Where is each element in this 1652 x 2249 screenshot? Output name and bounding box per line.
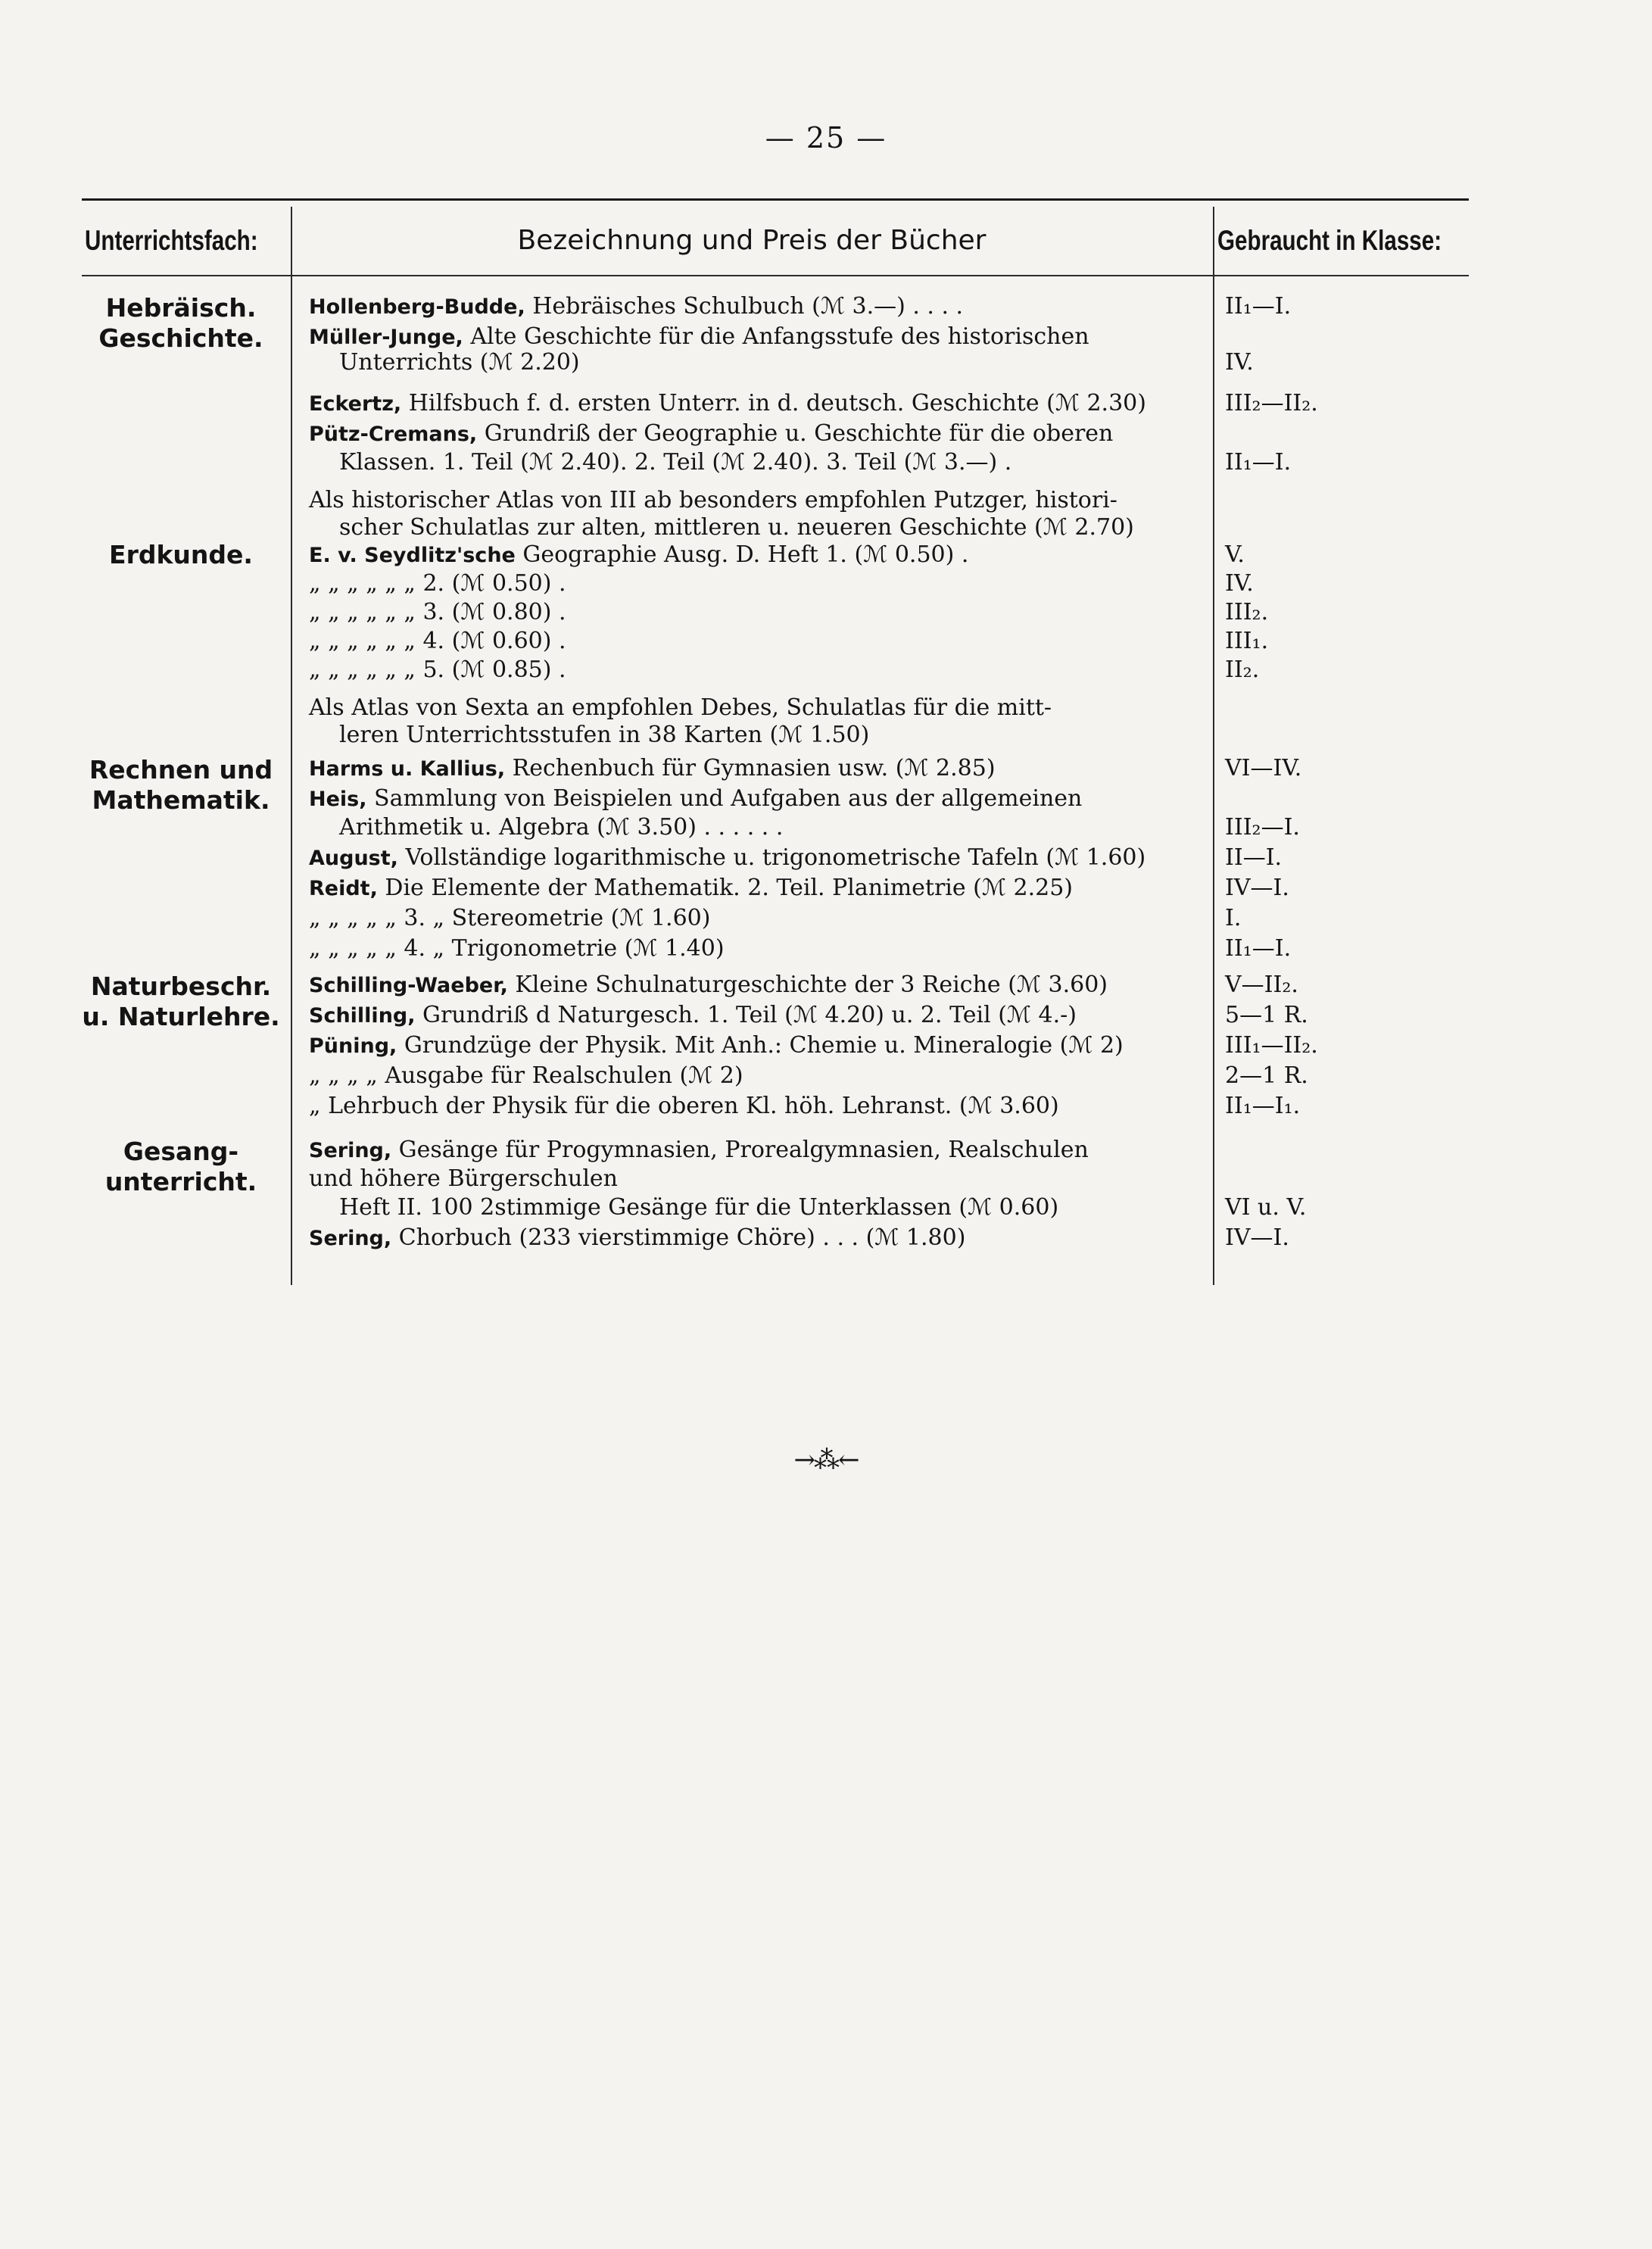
- table-row: [82, 1032, 1469, 1062]
- book-author: Pütz-Cremans,: [309, 423, 478, 446]
- table-row: [82, 1194, 1469, 1224]
- book-description: [309, 844, 1210, 871]
- header-class: Gebraucht in Klasse:: [1217, 225, 1442, 256]
- table-row: [82, 541, 1469, 572]
- subject-gesang: Gesang-: [123, 1137, 239, 1166]
- book-text: Vollständige logarithmische u. trigonometrische Tafeln (ℳ 1.60): [397, 844, 1146, 871]
- book-text: Grundriß der Geographie u. Geschichte für die oberen: [477, 420, 1114, 447]
- book-text: Chorbuch (233 vierstimmige Chöre) . . . (ℳ 1.80): [391, 1224, 966, 1251]
- book-text: leren Unterrichtsstufen in 38 Karten (ℳ 1.50): [339, 722, 870, 748]
- book-description: [309, 570, 1210, 597]
- class-range: V—II₂.: [1225, 972, 1298, 998]
- book-text: Kleine Schulnaturgeschichte der 3 Reiche (ℳ 3.60): [507, 972, 1108, 998]
- book-text: Sammlung von Beispielen und Aufgaben aus der allgemeinen: [366, 785, 1083, 812]
- book-description: [309, 694, 1210, 721]
- table-row: [82, 694, 1469, 725]
- book-description: [309, 1002, 1210, 1028]
- class-range: II—I.: [1225, 844, 1283, 871]
- table-row: [82, 1224, 1469, 1255]
- table-row: [82, 722, 1469, 752]
- table-row: [82, 814, 1469, 844]
- class-range: IV.: [1225, 570, 1254, 597]
- book-author: Müller-Junge,: [309, 326, 463, 349]
- table-row: [82, 785, 1469, 816]
- book-text: Hebräisches Schulbuch (ℳ 3.—) . . . .: [525, 293, 964, 320]
- book-text: „ „ „ „ „ „ 5. (ℳ 0.85) .: [309, 657, 566, 683]
- subject-erdkunde: Erdkunde.: [109, 540, 253, 569]
- class-range: III₂.: [1225, 599, 1269, 625]
- book-author: Schilling-Waeber,: [309, 974, 508, 997]
- book-text: Heft II. 100 2stimmige Gesänge für die Unterklassen (ℳ 0.60): [339, 1194, 1059, 1221]
- book-text: „ Lehrbuch der Physik für die oberen Kl. höh. Lehranst. (ℳ 3.60): [309, 1093, 1059, 1119]
- table-row: [82, 449, 1469, 479]
- book-description: [309, 1093, 1210, 1119]
- book-description: [309, 1062, 1210, 1089]
- class-range: II₂.: [1225, 657, 1260, 683]
- book-text: Hilfsbuch f. d. ersten Unterr. in d. deutsch. Geschichte (ℳ 2.30): [401, 390, 1146, 416]
- book-description: [309, 972, 1210, 998]
- class-range: II₁—I.: [1225, 449, 1292, 476]
- book-description: [309, 390, 1210, 416]
- subject-naturlehre: u. Naturlehre.: [82, 1002, 280, 1031]
- class-range: I.: [1225, 905, 1242, 931]
- ornament-divider: →⁂←: [793, 1445, 859, 1475]
- table-header: [82, 214, 1469, 276]
- book-description: [309, 755, 1210, 781]
- book-text: „ „ „ „ Ausgabe für Realschulen (ℳ 2): [309, 1062, 743, 1089]
- class-range: 5—1 R.: [1225, 1002, 1308, 1028]
- book-author: Püning,: [309, 1034, 397, 1058]
- book-description: [309, 1137, 1210, 1163]
- table-row: [82, 1137, 1469, 1167]
- table-row: [82, 293, 1469, 323]
- page-number: — 25 —: [765, 121, 887, 154]
- class-range: V.: [1225, 541, 1245, 568]
- book-author: Sering,: [309, 1227, 392, 1250]
- class-range: III₁.: [1225, 628, 1269, 654]
- table-row: [82, 1062, 1469, 1093]
- book-text: Unterrichts (ℳ 2.20): [339, 349, 580, 376]
- book-description: [309, 875, 1210, 901]
- class-range: VI—IV.: [1225, 755, 1302, 781]
- class-range: II₁—I.: [1225, 293, 1292, 320]
- table-row: [82, 875, 1469, 905]
- book-text: Gesänge für Progymnasien, Prorealgymnasien, Realschulen: [391, 1137, 1089, 1163]
- book-text: „ „ „ „ „ „ 2. (ℳ 0.50) .: [309, 570, 566, 597]
- book-description: [309, 487, 1210, 513]
- table-row: [82, 935, 1469, 965]
- book-text: Grundzüge der Physik. Mit Anh.: Chemie u. Mineralogie (ℳ 2): [397, 1032, 1124, 1059]
- book-description: [339, 349, 1240, 376]
- book-description: [309, 1165, 1210, 1192]
- book-description: [309, 293, 1210, 320]
- book-author: Harms u. Kallius,: [309, 757, 506, 781]
- book-text: „ „ „ „ „ „ 4. (ℳ 0.60) .: [309, 628, 566, 654]
- table-row: [82, 420, 1469, 451]
- book-text: scher Schulatlas zur alten, mittleren u. neueren Geschichte (ℳ 2.70): [339, 514, 1134, 541]
- class-range: II₁—I.: [1225, 935, 1292, 962]
- table-row: [82, 390, 1469, 420]
- header-subject: Unterrichtsfach:: [85, 225, 258, 256]
- book-description: [309, 599, 1210, 625]
- book-text: Rechenbuch für Gymnasien usw. (ℳ 2.85): [505, 755, 996, 781]
- book-table: [82, 198, 1469, 1251]
- subject-hebraeisch: Hebräisch.: [105, 293, 257, 323]
- book-description: [339, 1194, 1240, 1221]
- table-row: [82, 1165, 1469, 1196]
- book-description: [309, 657, 1210, 683]
- book-text: Alte Geschichte für die Anfangsstufe des historischen: [463, 323, 1089, 350]
- book-description: [339, 514, 1240, 541]
- book-author: Heis,: [309, 788, 367, 811]
- book-text: Grundriß d Naturgesch. 1. Teil (ℳ 4.20) u. 2. Teil (ℳ 4.-): [415, 1002, 1077, 1028]
- class-range: VI u. V.: [1225, 1194, 1307, 1221]
- table-row: [82, 1002, 1469, 1032]
- book-description: [309, 785, 1210, 812]
- table-row: [82, 599, 1469, 629]
- book-description: [339, 814, 1240, 841]
- table-row: [82, 1093, 1469, 1123]
- class-range: IV—I.: [1225, 1224, 1289, 1251]
- book-text: Geographie Ausg. D. Heft 1. (ℳ 0.50) .: [515, 541, 969, 568]
- book-author: Schilling,: [309, 1004, 416, 1028]
- book-text: und höhere Bürgerschulen: [309, 1165, 618, 1192]
- book-text: Arithmetik u. Algebra (ℳ 3.50) . . . . . .: [339, 814, 784, 841]
- book-description: [309, 1032, 1210, 1059]
- table-row: [82, 487, 1469, 517]
- book-description: [309, 935, 1210, 962]
- book-text: Die Elemente der Mathematik. 2. Teil. Planimetrie (ℳ 2.25): [377, 875, 1073, 901]
- table-row: [82, 844, 1469, 875]
- class-range: II₁—I₁.: [1225, 1093, 1301, 1119]
- subject-unterricht: unterricht.: [104, 1167, 257, 1196]
- book-description: [309, 323, 1210, 350]
- book-author: Hollenberg-Budde,: [309, 295, 525, 319]
- book-author: Eckertz,: [309, 392, 402, 416]
- book-author: E. v. Seydlitz'sche: [309, 544, 516, 567]
- table-row: [82, 514, 1469, 544]
- book-description: [339, 449, 1240, 476]
- book-text: „ „ „ „ „ „ 3. (ℳ 0.80) .: [309, 599, 566, 625]
- class-range: III₂—I.: [1225, 814, 1300, 841]
- class-range: IV—I.: [1225, 875, 1289, 901]
- book-text: „ „ „ „ „ 4. „ Trigonometrie (ℳ 1.40): [309, 935, 725, 962]
- table-row: [82, 349, 1469, 379]
- book-author: Reidt,: [309, 877, 378, 900]
- table-row: [82, 657, 1469, 687]
- subject-naturbeschreibung: Naturbeschr.: [90, 972, 272, 1001]
- book-description: [309, 420, 1210, 447]
- book-description: [309, 541, 1210, 568]
- table-row: [82, 570, 1469, 600]
- book-author: August,: [309, 847, 398, 870]
- header-description: Bezeichnung und Preis der Bücher: [517, 225, 987, 256]
- table-row: [82, 628, 1469, 658]
- book-description: [309, 628, 1210, 654]
- table-row: [82, 972, 1469, 1002]
- class-range: III₂—II₂.: [1225, 390, 1318, 416]
- subject-rechnen: Rechnen und: [89, 755, 273, 784]
- book-description: [309, 905, 1210, 931]
- book-author: Sering,: [309, 1139, 392, 1162]
- subject-mathematik: Mathematik.: [92, 785, 270, 815]
- class-range: 2—1 R.: [1225, 1062, 1308, 1089]
- table-row: [82, 755, 1469, 785]
- table-row: [82, 905, 1469, 935]
- book-text: Als Atlas von Sexta an empfohlen Debes, Schulatlas für die mitt-: [309, 694, 1052, 721]
- book-text: „ „ „ „ „ 3. „ Stereometrie (ℳ 1.60): [309, 905, 711, 931]
- subject-geschichte: Geschichte.: [98, 323, 263, 353]
- book-text: Als historischer Atlas von III ab besonders empfohlen Putzger, histori-: [309, 487, 1117, 513]
- class-range: IV.: [1225, 349, 1254, 376]
- book-description: [309, 1224, 1210, 1251]
- class-range: III₁—II₂.: [1225, 1032, 1318, 1059]
- book-text: Klassen. 1. Teil (ℳ 2.40). 2. Teil (ℳ 2.40). 3. Teil (ℳ 3.—) .: [339, 449, 1012, 476]
- book-description: [339, 722, 1240, 748]
